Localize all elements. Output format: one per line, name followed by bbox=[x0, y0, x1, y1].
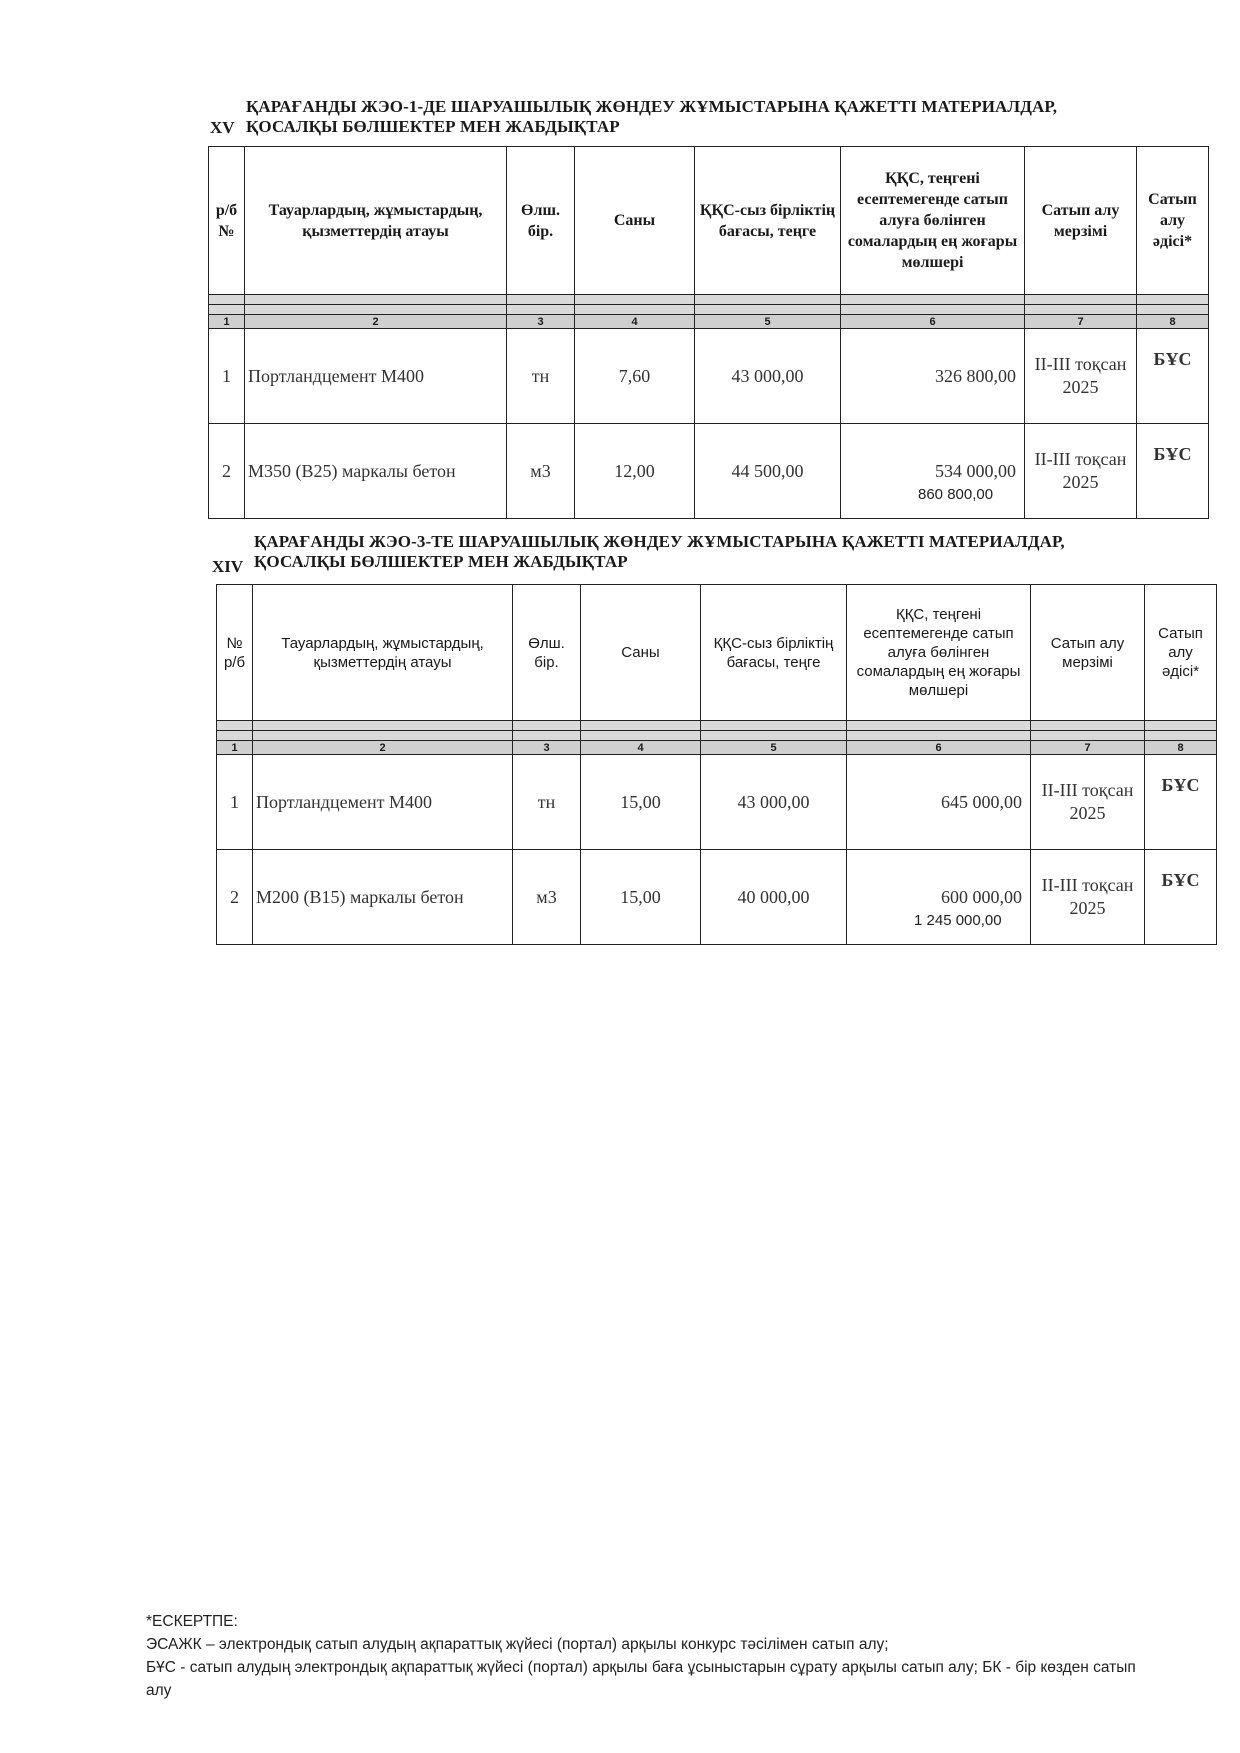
section-title bbox=[246, 97, 1186, 137]
col-number: 1 bbox=[217, 741, 253, 755]
section-total: 860 800,00 bbox=[918, 486, 994, 503]
column-number-row bbox=[217, 741, 1217, 755]
table-row bbox=[209, 424, 1209, 519]
item-unit: м3 bbox=[507, 424, 575, 519]
col-number: 6 bbox=[847, 741, 1031, 755]
col-header-method: Сатып алу әдісі* bbox=[1137, 147, 1209, 295]
col-number: 3 bbox=[513, 741, 581, 755]
item-period: II-III тоқсан 2025 bbox=[1031, 850, 1145, 945]
item-quantity: 15,00 bbox=[581, 850, 701, 945]
col-number: 7 bbox=[1025, 315, 1137, 329]
section-total: 1 245 000,00 bbox=[914, 912, 1002, 929]
item-method: БҰС bbox=[1145, 755, 1217, 850]
item-max-sum: 600 000,00 bbox=[847, 850, 1031, 945]
item-method: БҰС bbox=[1145, 850, 1217, 945]
col-number: 3 bbox=[507, 315, 575, 329]
shaded-spacer-row bbox=[209, 305, 1209, 315]
row-number: 2 bbox=[209, 424, 245, 519]
col-header-quantity: Саны bbox=[581, 585, 701, 721]
section-roman-numeral: XV bbox=[210, 118, 235, 137]
column-number-row bbox=[209, 315, 1209, 329]
item-max-sum: 326 800,00 bbox=[841, 329, 1025, 424]
table-row bbox=[217, 850, 1217, 945]
col-number: 5 bbox=[701, 741, 847, 755]
col-header-unit: Өлш. бір. bbox=[513, 585, 581, 721]
materials-table bbox=[216, 584, 1217, 945]
col-header-name: Тауарлардың, жұмыстардың, қызметтердің атауы bbox=[253, 585, 513, 721]
row-number: 2 bbox=[217, 850, 253, 945]
col-header-unit-price: ҚҚС-сыз бірліктің бағасы, теңге bbox=[695, 147, 841, 295]
item-quantity: 7,60 bbox=[575, 329, 695, 424]
section-title-line1: ҚАРАҒАНДЫ ЖЭО-3-ТЕ ШАРУАШЫЛЫҚ ЖӨНДЕУ ЖҰМЫСТАРЫНА ҚАЖЕТТІ МАТЕРИАЛДАР, bbox=[254, 532, 1065, 551]
row-number: 1 bbox=[209, 329, 245, 424]
materials-table bbox=[208, 146, 1209, 519]
col-header-number: р/б № bbox=[209, 147, 245, 295]
col-number: 2 bbox=[253, 741, 513, 755]
shaded-spacer-row bbox=[209, 295, 1209, 305]
item-method: БҰС bbox=[1137, 424, 1209, 519]
col-number: 2 bbox=[245, 315, 507, 329]
col-number: 1 bbox=[209, 315, 245, 329]
col-number: 7 bbox=[1031, 741, 1145, 755]
footnote-line-esazhk: ЭСАЖК – электрондық сатып алудың ақпараттық жүйесі (портал) арқылы конкурс тәсілімен сатып алу; bbox=[146, 1636, 889, 1653]
item-max-sum: 645 000,00 bbox=[847, 755, 1031, 850]
item-unit-price: 44 500,00 bbox=[695, 424, 841, 519]
col-header-unit: Өлш. бір. bbox=[507, 147, 575, 295]
col-number: 4 bbox=[575, 315, 695, 329]
col-number: 4 bbox=[581, 741, 701, 755]
section-title-line2: ҚОСАЛҚЫ БӨЛШЕКТЕР МЕН ЖАБДЫҚТАР bbox=[254, 552, 628, 571]
item-period: II-III тоқсан 2025 bbox=[1025, 329, 1137, 424]
col-header-max-sum: ҚҚС, теңгені есептемегенде сатып алуға бөлінген сомалардың ең жоғары мөлшері bbox=[847, 585, 1031, 721]
row-number: 1 bbox=[217, 755, 253, 850]
footnote bbox=[146, 1610, 1146, 1702]
item-name: М350 (В25) маркалы бетон bbox=[245, 424, 507, 519]
section-title-line1: ҚАРАҒАНДЫ ЖЭО-1-ДЕ ШАРУАШЫЛЫҚ ЖӨНДЕУ ЖҰМЫСТАРЫНА ҚАЖЕТТІ МАТЕРИАЛДАР, bbox=[246, 97, 1058, 116]
item-unit: тн bbox=[513, 755, 581, 850]
col-header-number: № р/б bbox=[217, 585, 253, 721]
section-title-line2: ҚОСАЛҚЫ БӨЛШЕКТЕР МЕН ЖАБДЫҚТАР bbox=[246, 117, 620, 136]
item-unit-price: 43 000,00 bbox=[695, 329, 841, 424]
item-quantity: 15,00 bbox=[581, 755, 701, 850]
item-period: II-III тоқсан 2025 bbox=[1025, 424, 1137, 519]
table-row bbox=[217, 755, 1217, 850]
col-header-method: Сатып алу әдісі* bbox=[1145, 585, 1217, 721]
col-header-unit-price: ҚҚС-сыз бірліктің бағасы, теңге bbox=[701, 585, 847, 721]
item-unit-price: 43 000,00 bbox=[701, 755, 847, 850]
item-name: Портландцемент М400 bbox=[245, 329, 507, 424]
table-row bbox=[209, 329, 1209, 424]
item-name: М200 (В15) маркалы бетон bbox=[253, 850, 513, 945]
item-unit: тн bbox=[507, 329, 575, 424]
item-unit: м3 bbox=[513, 850, 581, 945]
col-header-quantity: Саны bbox=[575, 147, 695, 295]
col-number: 8 bbox=[1145, 741, 1217, 755]
item-quantity: 12,00 bbox=[575, 424, 695, 519]
footnote-heading: *ЕСКЕРТПЕ: bbox=[146, 1613, 238, 1630]
item-period: II-III тоқсан 2025 bbox=[1031, 755, 1145, 850]
col-number: 8 bbox=[1137, 315, 1209, 329]
shaded-spacer-row bbox=[217, 721, 1217, 731]
shaded-spacer-row bbox=[217, 731, 1217, 741]
col-number: 5 bbox=[695, 315, 841, 329]
col-header-name: Тауарлардың, жұмыстардың, қызметтердің атауы bbox=[245, 147, 507, 295]
item-method: БҰС bbox=[1137, 329, 1209, 424]
col-header-period: Сатып алу мерзімі bbox=[1025, 147, 1137, 295]
col-header-max-sum: ҚҚС, теңгені есептемегенде сатып алуға бөлінген сомалардың ең жоғары мөлшері bbox=[841, 147, 1025, 295]
item-name: Портландцемент М400 bbox=[253, 755, 513, 850]
item-unit-price: 40 000,00 bbox=[701, 850, 847, 945]
footnote-line-bus: БҰС - сатып алудың электрондық ақпараттық жүйесі (портал) арқылы баға ұсыныстарын сұрату арқылы сатып алу; БК - бір көзден сатып алу bbox=[146, 1659, 1136, 1699]
section-title bbox=[254, 532, 1194, 572]
col-number: 6 bbox=[841, 315, 1025, 329]
item-max-sum: 534 000,00 bbox=[841, 424, 1025, 519]
section-roman-numeral: XIV bbox=[212, 557, 244, 576]
col-header-period: Сатып алу мерзімі bbox=[1031, 585, 1145, 721]
